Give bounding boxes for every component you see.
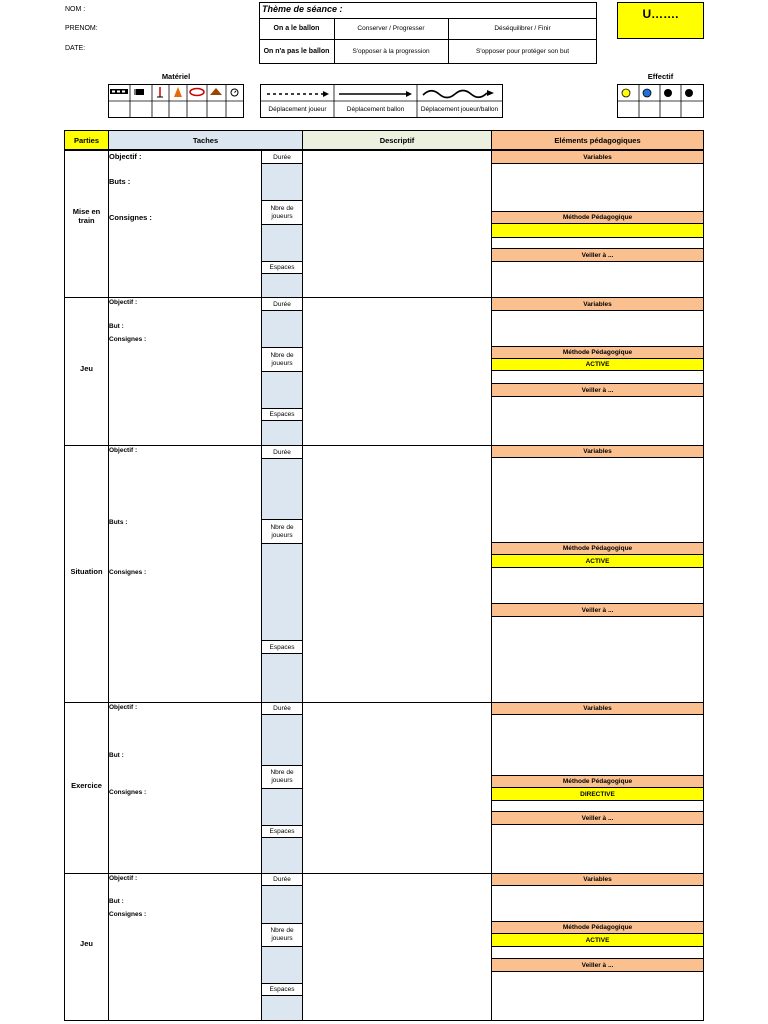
objectif-label: Objectif :	[109, 299, 138, 306]
buts-label: But :	[109, 898, 124, 905]
description-area[interactable]	[302, 873, 492, 1021]
objectif-label: Objectif :	[109, 875, 138, 882]
theme-label: Thème de séance :	[262, 4, 343, 14]
duree-input[interactable]	[261, 714, 303, 766]
methode-label: Méthode Pédagogique	[491, 921, 704, 934]
black-player-icon-2	[685, 89, 693, 97]
objectif-label: Objectif :	[109, 704, 138, 711]
buts-label: Buts :	[109, 177, 131, 186]
legend-joueur-ballon: Déplacement joueur/ballon	[420, 106, 499, 113]
espaces-label: Espaces	[261, 640, 303, 654]
methode-label: Méthode Pédagogique	[491, 211, 704, 224]
player-ball-move-arrow-icon	[423, 90, 494, 98]
tasks-cell	[108, 702, 262, 874]
veiller-input[interactable]	[491, 824, 704, 874]
tasks-cell	[108, 150, 262, 298]
buts-label: Buts :	[109, 519, 128, 526]
variables-input[interactable]	[491, 163, 704, 212]
part-label: Situation	[70, 566, 103, 576]
veiller-input[interactable]	[491, 261, 704, 298]
espaces-input[interactable]	[261, 273, 303, 298]
materiel-box	[108, 84, 244, 118]
methode-label: Méthode Pédagogique	[491, 542, 704, 555]
variables-label: Variables	[491, 873, 704, 886]
veiller-input[interactable]	[491, 396, 704, 446]
on-na-pas-ballon-label: On n'a pas le ballon	[263, 48, 330, 55]
nom-label: NOM :	[65, 6, 86, 13]
consignes-label: Consignes :	[109, 789, 147, 796]
espaces-input[interactable]	[261, 995, 303, 1021]
variables-input[interactable]	[491, 885, 704, 922]
on-a-ballon-label: On a le ballon	[273, 25, 320, 32]
col-taches: Taches	[108, 130, 303, 150]
variables-input[interactable]	[491, 310, 704, 347]
description-area[interactable]	[302, 150, 492, 298]
stopwatch-icon	[231, 89, 238, 96]
legend-ballon: Déplacement ballon	[346, 106, 405, 113]
nbre-joueurs-input[interactable]	[261, 371, 303, 409]
variables-input[interactable]	[491, 457, 704, 543]
conserver-label: Conserver / Progresser	[357, 25, 425, 32]
veiller-label: Veiller à ...	[491, 248, 704, 262]
duree-input[interactable]	[261, 458, 303, 520]
methode-extra[interactable]	[491, 567, 704, 604]
flat-cone-icon	[210, 88, 222, 95]
duree-label: Durée	[261, 873, 303, 886]
duree-input[interactable]	[261, 885, 303, 924]
espaces-input[interactable]	[261, 420, 303, 446]
objectif-label: Objectif :	[109, 447, 138, 454]
player-move-arrow-icon	[267, 91, 329, 97]
espaces-input[interactable]	[261, 653, 303, 703]
pole-icon	[157, 87, 163, 97]
description-area[interactable]	[302, 445, 492, 703]
duree-label: Durée	[261, 297, 303, 311]
sopposer-proteger-label: S'opposer pour protéger son but	[475, 48, 570, 55]
blue-player-icon	[643, 89, 651, 97]
part-label: Jeu	[80, 363, 93, 373]
ball-move-arrow-icon	[339, 91, 412, 97]
cone-icon	[174, 87, 182, 97]
variables-label: Variables	[491, 702, 704, 715]
part-label: Exercice	[71, 780, 102, 790]
sopposer-progression-label: S'opposer à la progression	[352, 48, 430, 55]
consignes-label: Consignes :	[109, 213, 152, 222]
cone-block-icon	[134, 89, 144, 95]
veiller-label: Veiller à ...	[491, 383, 704, 397]
duree-label: Durée	[261, 445, 303, 459]
veiller-label: Veiller à ...	[491, 811, 704, 825]
desequilibrer-label: Déséquilibrer / Finir	[494, 25, 551, 32]
duree-label: Durée	[261, 702, 303, 715]
materiel-title: Matériel	[161, 72, 191, 81]
espaces-label: Espaces	[261, 408, 303, 421]
date-label: DATE:	[65, 45, 86, 52]
espaces-label: Espaces	[261, 261, 303, 274]
prenom-label: PRENOM:	[65, 25, 98, 32]
nbre-joueurs-input[interactable]	[261, 788, 303, 826]
duree-input[interactable]	[261, 163, 303, 201]
ladder-icon	[110, 89, 128, 94]
legend-box	[260, 84, 503, 118]
black-player-icon	[664, 89, 672, 97]
veiller-label: Veiller à ...	[491, 958, 704, 972]
variables-input[interactable]	[491, 714, 704, 776]
col-descriptif: Descriptif	[302, 130, 492, 150]
consignes-label: Consignes :	[109, 569, 147, 576]
nbre-joueurs-label: Nbre de joueurs	[261, 765, 303, 789]
description-area[interactable]	[302, 297, 492, 446]
buts-label: But :	[109, 752, 124, 759]
veiller-input[interactable]	[491, 971, 704, 1021]
part-label: Mise en train	[72, 207, 101, 225]
veiller-input[interactable]	[491, 616, 704, 703]
methode-value[interactable]: ACTIVE	[491, 933, 704, 947]
tasks-cell	[108, 873, 262, 1021]
effectif-title: Effectif	[647, 72, 674, 81]
tasks-cell	[108, 297, 262, 446]
nbre-joueurs-input[interactable]	[261, 224, 303, 262]
nbre-joueurs-label: Nbre de joueurs	[261, 200, 303, 225]
methode-value[interactable]: ACTIVE	[491, 358, 704, 371]
hoop-icon	[190, 89, 204, 96]
consignes-label: Consignes :	[109, 911, 147, 918]
variables-label: Variables	[491, 150, 704, 164]
methode-value[interactable]: DIRECTIVE	[491, 787, 704, 801]
nbre-joueurs-input[interactable]	[261, 543, 303, 641]
espaces-label: Espaces	[261, 983, 303, 996]
objectif-label: Objectif :	[109, 152, 142, 161]
unit-box: U…….	[617, 2, 704, 39]
methode-label: Méthode Pédagogique	[491, 775, 704, 788]
description-area[interactable]	[302, 702, 492, 874]
espaces-label: Espaces	[261, 825, 303, 838]
col-elements: Eléments pédagogiques	[491, 130, 704, 150]
nbre-joueurs-label: Nbre de joueurs	[261, 519, 303, 544]
yellow-player-icon	[622, 89, 630, 97]
methode-value[interactable]	[491, 223, 704, 238]
consignes-label: Consignes :	[109, 336, 147, 343]
variables-label: Variables	[491, 297, 704, 311]
variables-label: Variables	[491, 445, 704, 458]
part-label: Jeu	[80, 938, 93, 948]
methode-label: Méthode Pédagogique	[491, 346, 704, 359]
duree-label: Durée	[261, 150, 303, 164]
buts-label: But :	[109, 323, 124, 330]
col-parties: Parties	[64, 130, 109, 150]
duree-input[interactable]	[261, 310, 303, 348]
methode-extra[interactable]	[491, 370, 704, 384]
effectif-box	[617, 84, 704, 118]
nbre-joueurs-label: Nbre de joueurs	[261, 347, 303, 372]
methode-value[interactable]: ACTIVE	[491, 554, 704, 568]
legend-joueur: Déplacement joueur	[268, 106, 327, 113]
espaces-input[interactable]	[261, 837, 303, 874]
veiller-label: Veiller à ...	[491, 603, 704, 617]
nbre-joueurs-input[interactable]	[261, 946, 303, 984]
nbre-joueurs-label: Nbre de joueurs	[261, 923, 303, 947]
